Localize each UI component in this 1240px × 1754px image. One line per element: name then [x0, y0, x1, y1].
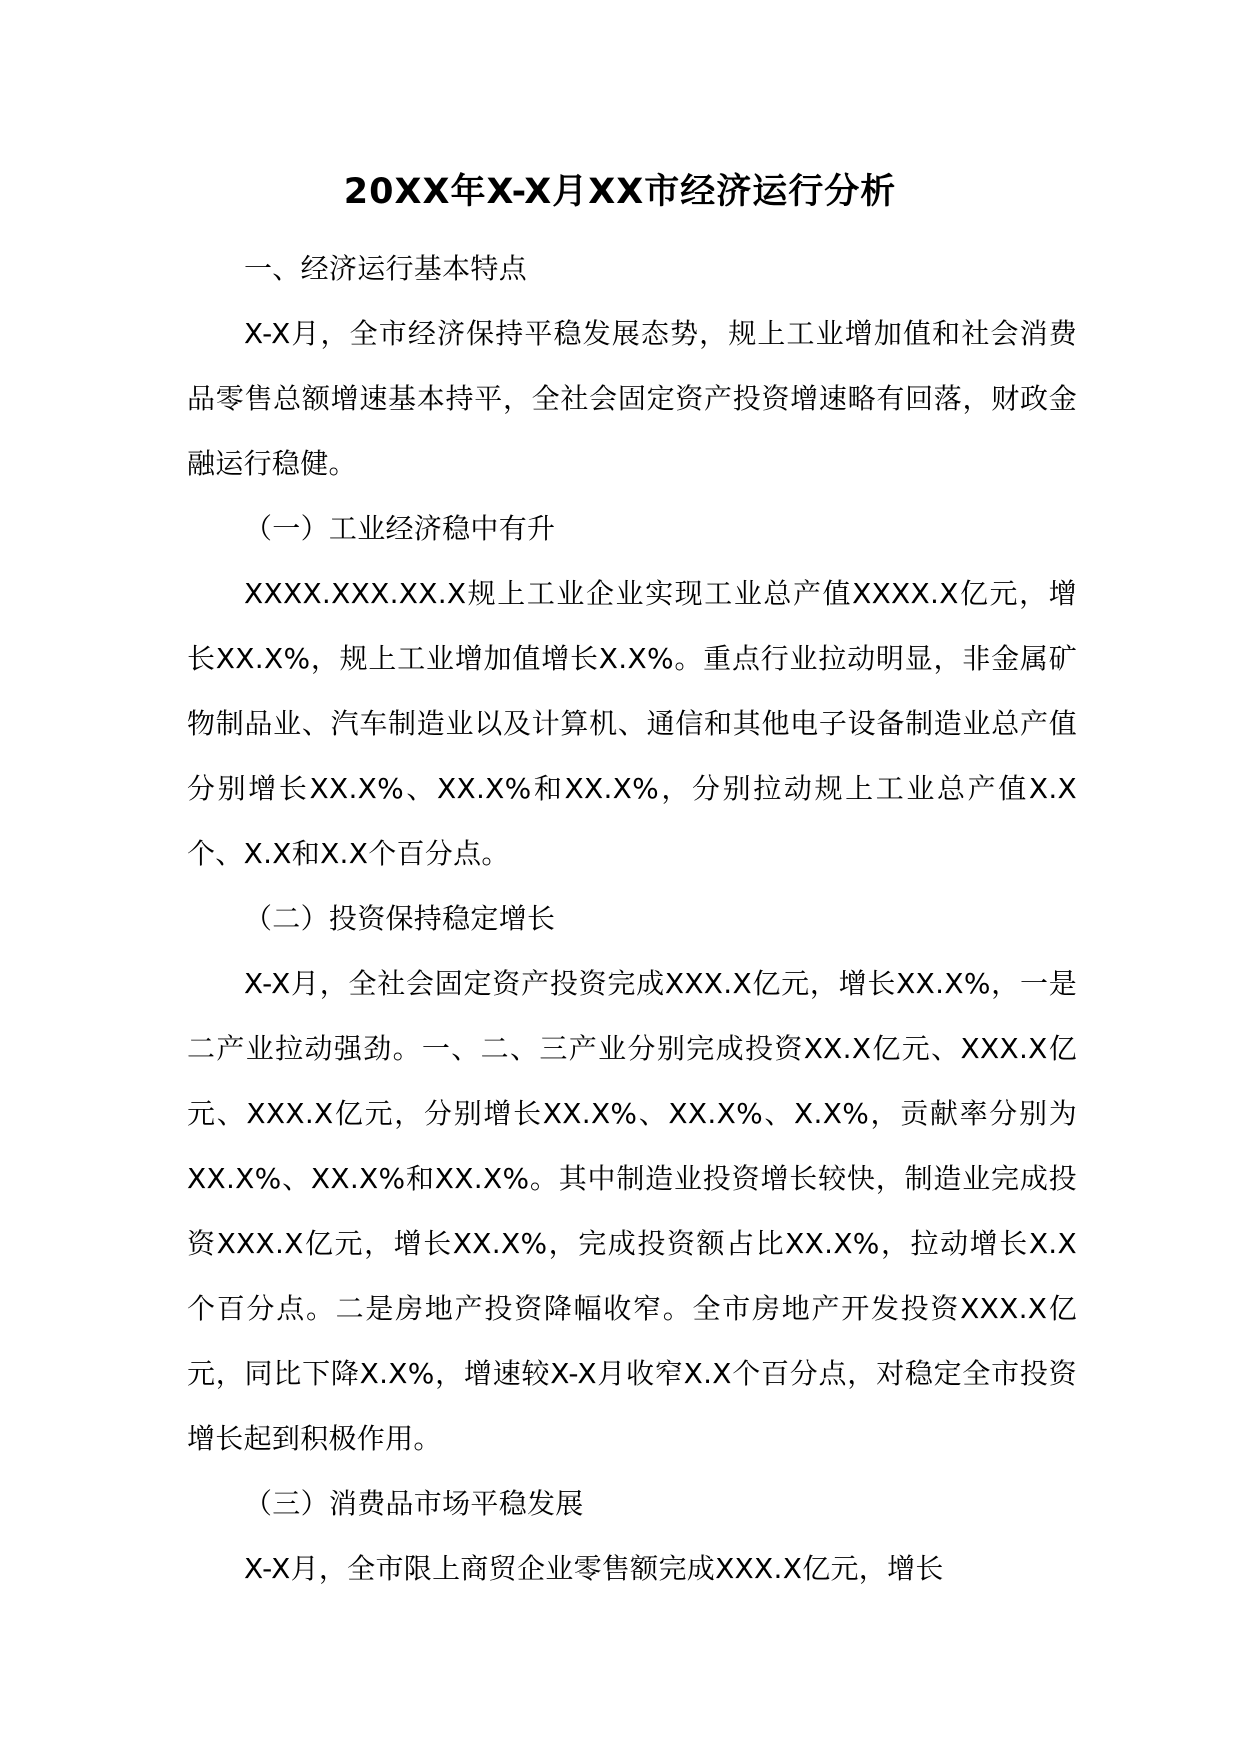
document-title: 20XX年X-X月XX市经济运行分析	[343, 172, 897, 212]
paragraph: X-X月，全市限上商贸企业零售额完成XXX.X亿元，增长	[244, 1552, 944, 1585]
paragraph: X-X月，全市经济保持平稳发展态势，规上工业增加值和社会消费品零售总额增速基本持平，全社会固定资产投资增速略有回落，财政金融运行稳健。	[187, 317, 1077, 480]
subsection-heading: （三）消费品市场平稳发展	[244, 1487, 584, 1520]
paragraph: XXXX.XXX.XX.X规上工业企业实现工业总产值XXXX.X亿元，增长XX.X%，规上工业增加值增长X.X%。重点行业拉动明显，非金属矿物制品业、汽车制造业以及计算机、通信和其他电子设备制造业总产值分别增长XX.X%、XX.X%和XX.X%，分别拉动规上工业总产值X.X个、X.X和X.X个百分点。	[187, 577, 1077, 870]
paragraph: X-X月，全社会固定资产投资完成XXX.X亿元，增长XX.X%，一是二产业拉动强劲。一、二、三产业分别完成投资XX.X亿元、XXX.X亿元、XXX.X亿元，分别增长XX.X%、XX.X%、X.X%，贡献率分别为XX.X%、XX.X%和XX.X%。其中制造业投资增长较快，制造业完成投资XXX.X亿元，增长XX.X%，完成投资额占比XX.X%，拉动增长X.X个百分点。二是房地产投资降幅收窄。全市房地产开发投资XXX.X亿元，同比下降X.X%，增速较X-X月收窄X.X个百分点，对稳定全市投资增长起到积极作用。	[187, 967, 1077, 1455]
subsection-heading: （一）工业经济稳中有升	[244, 512, 556, 545]
section-heading: 一、经济运行基本特点	[244, 252, 528, 285]
subsection-heading: （二）投资保持稳定增长	[244, 902, 556, 935]
document-body	[187, 236, 1077, 1601]
